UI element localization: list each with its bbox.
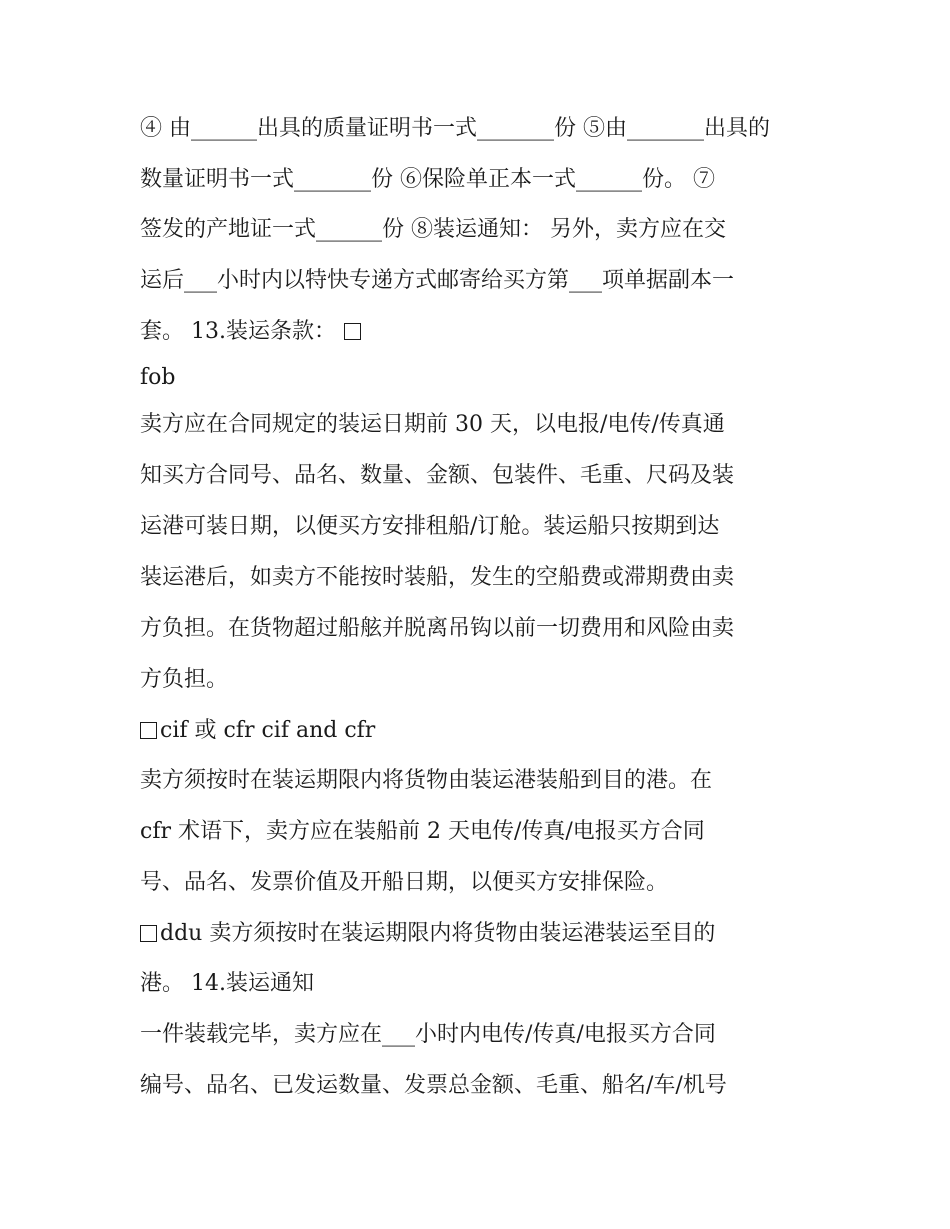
- text-line-content: 运后___小时内以特快专递方式邮寄给买方第___项单据副本一: [140, 268, 735, 293]
- text-line-content: fob: [140, 365, 176, 390]
- text-line-content: 知买方合同号、品名、数量、金额、包装件、毛重、尺码及装: [140, 463, 735, 488]
- text-line-content: 卖方须按时在装运期限内将货物由装运港装船到目的港。在: [140, 768, 713, 793]
- text-line: [140, 766, 712, 796]
- text-line: [140, 969, 314, 999]
- checkbox-icon: [140, 722, 157, 739]
- text-line-content: cfr 术语下，卖方应在装船前 2 天电传/传真/电报买方合同: [140, 819, 705, 844]
- text-line: [140, 410, 725, 440]
- text-line-content: 签发的产地证一式______份 ⑧装运通知： 另外，卖方应在交: [140, 217, 726, 242]
- text-line-content: 装运港后，如卖方不能按时装船，发生的空船费或滞期费由卖: [140, 565, 735, 590]
- text-line-content: ④ 由______出具的质量证明书一式_______份 ⑤由_______出具的: [140, 116, 770, 141]
- text-line-content: 卖方应在合同规定的装运日期前 30 天，以电报/电传/传真通: [140, 412, 725, 437]
- text-line: [140, 114, 770, 144]
- text-line: [140, 215, 726, 245]
- text-line-content: 方负担。在货物超过船舷并脱离吊钩以前一切费用和风险由卖: [140, 616, 735, 641]
- text-line-content: 号、品名、发票价值及开船日期，以便买方安排保险。: [140, 870, 669, 895]
- text-line: [140, 665, 228, 695]
- text-line-content: 一件装载完毕，卖方应在___小时内电传/传真/电报买方合同: [140, 1022, 716, 1047]
- text-line-content: 数量证明书一式_______份 ⑥保险单正本一式______份。 ⑦: [140, 167, 715, 192]
- text-line-content: 港。 14.装运通知: [140, 971, 314, 996]
- text-line: [140, 817, 705, 847]
- text-line: [140, 266, 734, 296]
- text-line-content: 编号、品名、已发运数量、发票总金额、毛重、船名/车/机号: [140, 1073, 727, 1098]
- text-line: [140, 919, 715, 949]
- text-line: [140, 1020, 716, 1050]
- text-line: [140, 317, 361, 347]
- text-line: [140, 868, 668, 898]
- checkbox-icon: [344, 323, 361, 340]
- text-line: [140, 1071, 727, 1101]
- checkbox-icon: [140, 925, 157, 942]
- text-line: [140, 512, 719, 542]
- text-line: [140, 461, 734, 491]
- text-line-content: ddu 卖方须按时在装运期限内将货物由装运港装运至目的: [160, 921, 716, 946]
- text-line: [140, 563, 734, 593]
- text-line-content: 套。 13.装运条款：: [140, 319, 336, 344]
- text-line-content: 方负担。: [140, 667, 229, 692]
- text-line: [140, 165, 715, 195]
- text-line: [140, 363, 175, 393]
- text-line: [140, 614, 734, 644]
- text-line-content: 运港可装日期，以便买方安排租船/订舱。装运船只按期到达: [140, 514, 720, 539]
- text-line: [140, 716, 375, 746]
- text-line-content: cif 或 cfr cif and cfr: [160, 718, 376, 743]
